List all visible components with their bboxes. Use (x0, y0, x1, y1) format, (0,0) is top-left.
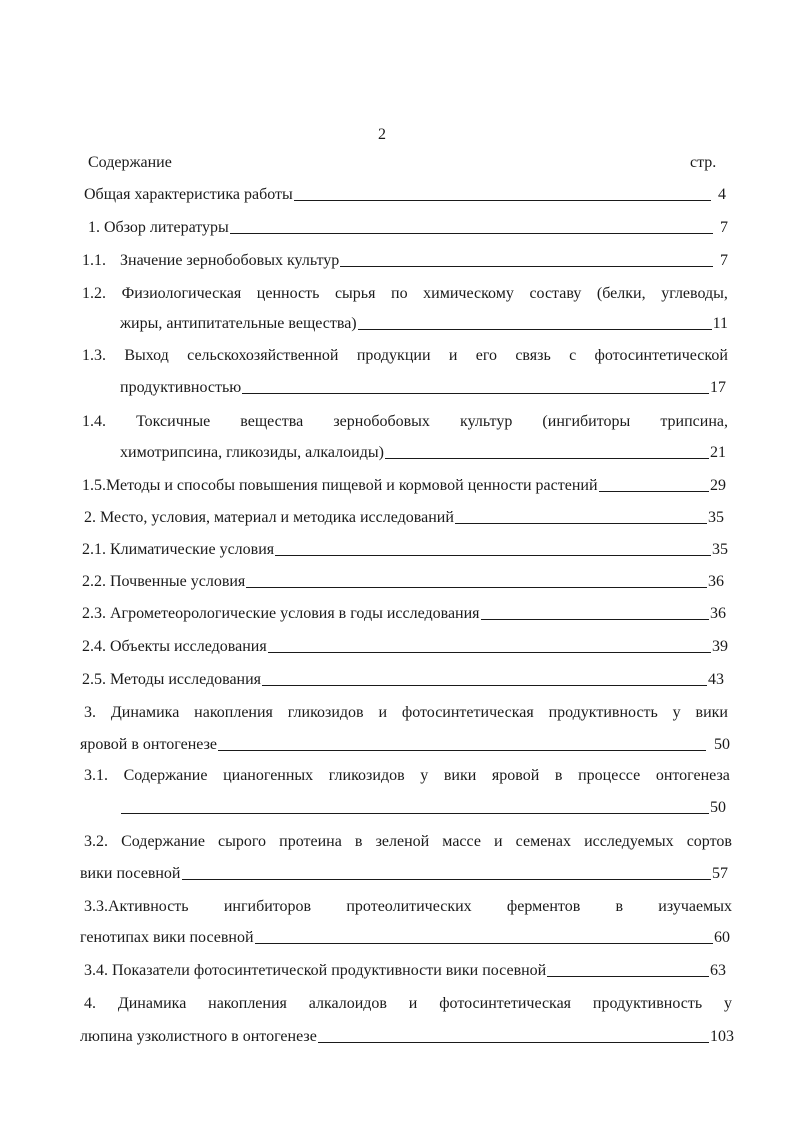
leader-line (599, 491, 709, 492)
word: и (448, 347, 458, 364)
word: (ингибиторы (542, 413, 631, 430)
page-number: 2 (378, 126, 386, 143)
leader-line (218, 750, 706, 751)
word: зеленой (375, 833, 430, 850)
word: яровой (491, 767, 540, 784)
word: Динамика (117, 995, 187, 1012)
word: исследуемых (584, 833, 674, 850)
leader-line (318, 1042, 709, 1043)
toc-entry-1-2-line2[interactable] (120, 316, 728, 332)
toc-entry-page: 50 (714, 736, 730, 753)
toc-entry-1[interactable] (88, 220, 728, 236)
word: Содержание (121, 833, 205, 850)
word: Физиологическая (121, 285, 242, 302)
word: ингибиторов (223, 898, 312, 915)
word: фотосинтетическая (439, 995, 572, 1012)
word: (белки, (596, 285, 646, 302)
toc-entry-title: 2.1. Климатические условия (82, 541, 275, 558)
word: у (723, 995, 732, 1012)
toc-entry-title: продуктивностью (120, 379, 242, 396)
word: массе (442, 833, 481, 850)
toc-heading: Содержание (88, 154, 172, 171)
word: Содержание (123, 767, 208, 784)
toc-entry-2-1[interactable] (82, 542, 728, 558)
toc-entry-page: 60 (714, 929, 730, 946)
leader-line (481, 619, 709, 620)
word: 3.2. (84, 833, 108, 850)
word: 3.3.Активность (84, 898, 189, 915)
toc-entry-title: жиры, антипитательные вещества) (120, 315, 357, 332)
leader-line (547, 976, 709, 977)
word: культур (460, 413, 513, 430)
word: 4. (84, 995, 96, 1012)
word: накопления (194, 704, 273, 721)
toc-entry-title: 2. Место, условия, материал и методика исследований (84, 509, 454, 526)
word: вики (443, 767, 477, 784)
toc-entry-page: 7 (720, 252, 728, 269)
toc-entry-page: 7 (720, 219, 728, 236)
toc-entry-page: 50 (710, 799, 726, 816)
toc-entry-page: 11 (712, 315, 728, 332)
toc-entry-2-3[interactable] (82, 606, 726, 622)
toc-entry-title: Значение зернобобовых культур (120, 252, 340, 269)
word: протеолитических (346, 898, 472, 915)
toc-entry-title: генотипах вики посевной (80, 929, 254, 946)
word: в (615, 898, 624, 915)
word: фотосинтетической (594, 347, 728, 364)
word: углеводы, (661, 285, 728, 302)
word: вещества (240, 413, 304, 430)
word: у (420, 767, 429, 784)
word: цианогенных (223, 767, 314, 784)
word: 1.3. (82, 347, 106, 364)
toc-entry-3-1-line1[interactable] (84, 768, 730, 784)
word: 1.2. (82, 285, 106, 302)
toc-entry-1-1[interactable] (82, 253, 728, 269)
word: ферментов (506, 898, 581, 915)
leader-line (294, 200, 711, 201)
toc-entry-2[interactable] (84, 510, 724, 526)
toc-entry-3-2-line1[interactable] (84, 834, 732, 850)
word: онтогенеза (655, 767, 730, 784)
word: сырья (334, 285, 376, 302)
toc-entry-page: 35 (708, 509, 724, 526)
toc-entry-title: 1. Обзор литературы (88, 219, 229, 236)
word: Динамика (110, 704, 180, 721)
toc-entry-1-5[interactable] (82, 478, 726, 494)
toc-entry-page: 21 (710, 444, 726, 461)
leader-line (246, 587, 707, 588)
leader-line (385, 458, 709, 459)
leader-line (182, 879, 712, 880)
word: 1.4. (82, 413, 106, 430)
word: продукции (356, 347, 431, 364)
toc-entry-title: 2.2. Почвенные условия (82, 573, 246, 590)
word: у (672, 704, 681, 721)
toc-entry-page: 29 (710, 477, 726, 494)
toc-entry-1-2-line1[interactable] (82, 286, 728, 302)
toc-entry-page: 43 (708, 671, 724, 688)
toc-entry-3-2-line2[interactable] (80, 866, 728, 882)
leader-line (275, 555, 711, 556)
toc-entry-title: 2.4. Объекты исследования (82, 638, 267, 655)
word: продуктивность (592, 995, 703, 1012)
leader-line (455, 523, 707, 524)
word: алкалоидов (308, 995, 387, 1012)
word: семенах (515, 833, 571, 850)
toc-entry-3-line2[interactable] (80, 737, 730, 753)
toc-entry-page: 39 (712, 638, 728, 655)
word: его (475, 347, 497, 364)
word: 3.1. (84, 767, 108, 784)
toc-entry-title: Общая характеристика работы (84, 186, 293, 203)
toc-entry-page: 36 (710, 605, 726, 622)
leader-line (262, 685, 707, 686)
word: фотосинтетическая (401, 704, 534, 721)
toc-entry-title: люпина узколистного в онтогенезе (80, 1028, 317, 1045)
toc-entry-page: 35 (712, 541, 728, 558)
word: Выход (124, 347, 169, 364)
word: трипсина, (660, 413, 728, 430)
toc-entry-3-1-line2[interactable] (120, 800, 726, 816)
toc-entry-1-3-line2[interactable] (120, 380, 726, 396)
toc-entry-4-line2[interactable] (80, 1029, 734, 1045)
toc-entry-number: 1.1. (82, 252, 106, 269)
leader-line (230, 233, 713, 234)
toc-entry-3-line1[interactable] (84, 705, 728, 721)
word: сырого (218, 833, 267, 850)
leader-line (358, 329, 712, 330)
toc-entry-title: 2.5. Методы исследования (82, 671, 262, 688)
word: Токсичные (136, 413, 211, 430)
toc-entry-page: 17 (710, 379, 726, 396)
word: гликозидов (328, 767, 405, 784)
toc-entry-2-5[interactable] (82, 672, 724, 688)
leader-line (268, 652, 711, 653)
word: процессе (578, 767, 641, 784)
toc-entry-3-3-line2[interactable] (80, 930, 730, 946)
word: изучаемых (658, 898, 732, 915)
word: и (494, 833, 503, 850)
word: зернобобовых (333, 413, 430, 430)
word: протеина (279, 833, 342, 850)
toc-entry-page: 57 (712, 865, 728, 882)
leader-line (255, 943, 713, 944)
toc-entry-title: 3.4. Показатели фотосинтетической продуктивности вики посевной (84, 962, 547, 979)
word: ценность (256, 285, 320, 302)
word: в (354, 833, 363, 850)
toc-entry-page: 103 (710, 1028, 734, 1045)
word: сельскохозяйственной (187, 347, 339, 364)
toc-entry-title: яровой в онтогенезе (80, 736, 217, 753)
word: сортов (686, 833, 732, 850)
word: в (554, 767, 563, 784)
word: гликозидов (287, 704, 364, 721)
toc-entry-title: вики посевной (80, 865, 181, 882)
toc-entry-title: 2.3. Агрометеорологические условия в годы исследования (82, 605, 480, 622)
toc-entry-1-4-line2[interactable] (120, 445, 726, 461)
word: с (569, 347, 577, 364)
toc-entry-title: химотрипсина, гликозиды, алкалоиды) (120, 444, 384, 461)
toc-entry-page: 4 (718, 186, 726, 203)
word: составу (529, 285, 582, 302)
toc-entry-3-4[interactable] (84, 963, 726, 979)
toc-entry-general[interactable] (84, 187, 726, 203)
toc-entry-4-line1[interactable] (84, 996, 732, 1012)
word: связь (515, 347, 551, 364)
word: 3. (84, 704, 96, 721)
word: вики (695, 704, 728, 721)
leader-line (121, 813, 709, 814)
page-column-label: стр. (690, 154, 717, 171)
word: по (391, 285, 408, 302)
word: химическому (423, 285, 514, 302)
toc-entry-title: 1.5.Методы и способы повышения пищевой и кормовой ценности растений (82, 477, 598, 494)
word: продуктивность (548, 704, 658, 721)
toc-entry-1-3-line1[interactable] (82, 348, 728, 364)
word: накопления (208, 995, 287, 1012)
leader-line (340, 266, 713, 267)
word: и (378, 704, 388, 721)
toc-entry-2-2[interactable] (82, 574, 724, 590)
leader-line (242, 393, 709, 394)
toc-entry-1-4-line1[interactable] (82, 414, 728, 430)
toc-entry-page: 63 (710, 962, 726, 979)
toc-entry-3-3-line1[interactable] (84, 899, 732, 915)
word: и (408, 995, 418, 1012)
toc-entry-page: 36 (708, 573, 724, 590)
toc-entry-2-4[interactable] (82, 639, 728, 655)
